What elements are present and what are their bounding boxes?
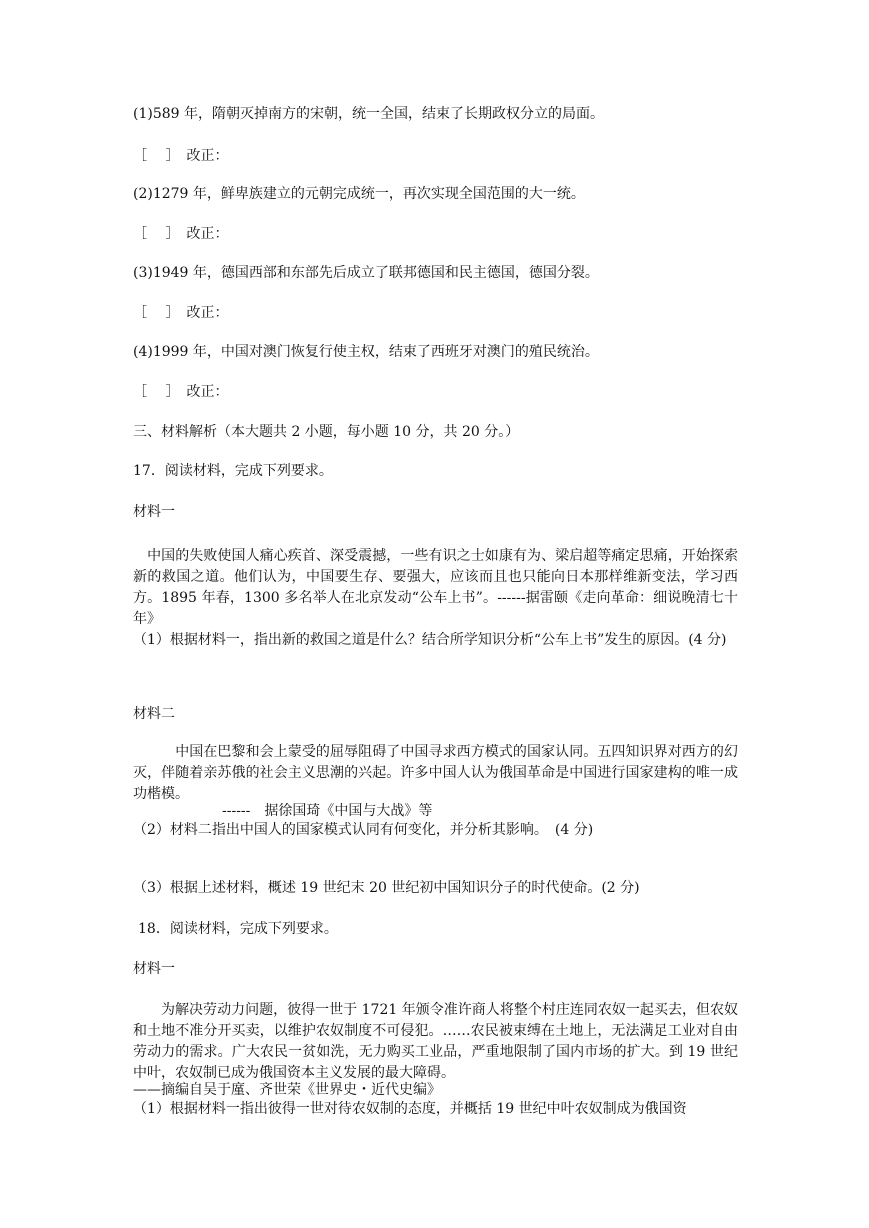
answer-bracket-2: ［ ］ 改正： <box>133 226 229 242</box>
q17-material2-source: ------ 据徐国琦《中国与大战》等 <box>222 803 433 819</box>
q17-material2-text: 中国在巴黎和会上蒙受的屈辱阻碍了中国寻求西方模式的国家认同。五四知识界对西方的幻灭，伴随着亲苏俄的社会主义思潮的兴起。许多中国人认为俄国革命是中国进行国家建构的唯一成功楷模。 <box>133 744 738 802</box>
section-heading: 三、材料解析（本大题共 2 小题，每小题 10 分，共 20 分。） <box>133 424 520 440</box>
answer-bracket-3: ［ ］ 改正： <box>133 305 229 321</box>
q18-material1-source: ——摘编自吴于廑、齐世荣《世界史・近代史编》 <box>133 1082 441 1098</box>
q17-material2-label: 材料二 <box>133 706 175 722</box>
q17-subquestion-3: （3）根据上述材料，概述 19 世纪末 20 世纪初中国知识分子的时代使命。(2 分) <box>133 880 640 896</box>
q17-subquestion-2: （2）材料二指出中国人的国家模式认同有何变化，并分析其影响。 (4 分) <box>133 822 594 838</box>
q17-subquestion-1: （1）根据材料一，指出新的救国之道是什么？结合所学知识分析“公车上书”发生的原因。(4 分) <box>133 632 727 648</box>
q18-heading: 18．阅读材料，完成下列要求。 <box>138 921 338 937</box>
q16-item-2: (2)1279 年，鲜卑族建立的元朝完成统一，再次实现全国范围的大一统。 <box>133 186 585 202</box>
q16-item-3: (3)1949 年，德国西部和东部先后成立了联邦德国和民主德国，德国分裂。 <box>133 265 599 281</box>
q18-subquestion-1: （1）根据材料一指出彼得一世对待农奴制的态度，并概括 19 世纪中叶农奴制成为俄国资 <box>133 1101 687 1117</box>
answer-bracket-1: ［ ］ 改正： <box>133 148 229 164</box>
q17-material1-text: 中国的失败使国人痛心疾首、深受震撼，一些有识之士如康有为、梁启超等痛定思痛，开始探索新的救国之道。他们认为，中国要生存、要强大，应该而且也只能向日本那样维新变法，学习西方。1895 年春，1300 多名举人在北京发动“公车上书”。------据雷颐《走向革命：细说晚清七十年》 <box>133 548 738 627</box>
q18-material1-text: 为解决劳动力问题，彼得一世于 1721 年颁令准许商人将整个村庄连同农奴一起买去，但农奴和土地不准分开买卖，以维护农奴制度不可侵犯。……农民被束缚在土地上，无法满足工业对自由劳动力的需求。广大农民一贫如洗，无力购买工业品，严重地限制了国内市场的扩大。到 19 世纪中叶，农奴制已成为俄国资本主义发展的最大障碍。 <box>133 1002 738 1081</box>
q17-material1-label: 材料一 <box>133 504 175 520</box>
q17-heading: 17．阅读材料，完成下列要求。 <box>133 463 333 479</box>
q18-material1-label: 材料一 <box>133 961 175 977</box>
q16-item-1: (1)589 年，隋朝灭掉南方的宋朝，统一全国，结束了长期政权分立的局面。 <box>133 106 605 122</box>
q16-item-4: (4)1999 年，中国对澳门恢复行使主权，结束了西班牙对澳门的殖民统治。 <box>133 344 599 360</box>
answer-bracket-4: ［ ］ 改正： <box>133 384 229 400</box>
